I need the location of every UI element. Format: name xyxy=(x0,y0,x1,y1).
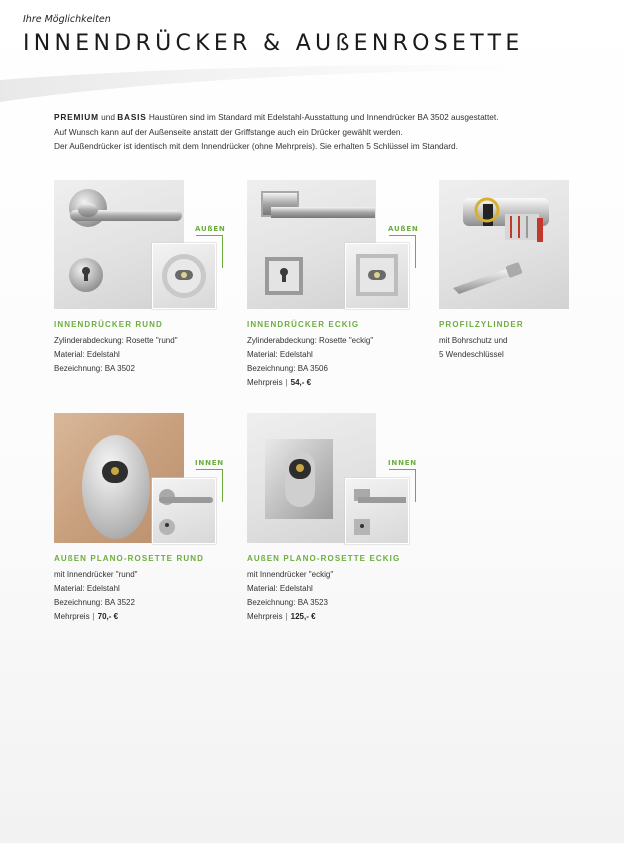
product-text-innendruecker-rund xyxy=(54,334,178,376)
product-text-plano-rosette-rund xyxy=(54,568,138,624)
price-label: Mehrpreis xyxy=(247,612,283,621)
product-line: Zylinderabdeckung: Rosette "rund" xyxy=(54,336,178,345)
price-line xyxy=(247,376,373,390)
tag-innen-1: INNEN xyxy=(195,459,224,467)
tag-line-4 xyxy=(389,469,416,502)
product-line: 5 Wendeschlüssel xyxy=(439,350,504,359)
intro-und: und xyxy=(98,112,118,122)
tag-line-1 xyxy=(196,235,223,268)
header-swoosh xyxy=(0,58,624,118)
product-line: Zylinderabdeckung: Rosette "eckig" xyxy=(247,336,374,345)
product-line: Bezeichnung: BA 3523 xyxy=(247,598,328,607)
price-separator: | xyxy=(92,612,95,621)
product-line: Material: Edelstahl xyxy=(247,584,313,593)
product-line: mit Bohrschutz und xyxy=(439,336,508,345)
product-line: Material: Edelstahl xyxy=(247,350,313,359)
tag-line-2 xyxy=(389,235,416,268)
product-image-profilzylinder xyxy=(439,180,569,309)
premium-label: PREMIUM xyxy=(54,112,99,122)
tag-aussen-1: AUßEN xyxy=(195,225,226,233)
price-label: Mehrpreis xyxy=(54,612,90,621)
intro-line3: Der Außendrücker ist identisch mit dem Innendrücker (ohne Mehrpreis). Sie erhalten 5 Schlüssel im Standard. xyxy=(54,141,458,151)
product-text-profilzylinder xyxy=(439,334,507,362)
product-title-plano-rosette-eckig: AUßEN PLANO-ROSETTE ECKIG xyxy=(247,554,401,563)
price-value: 54,- € xyxy=(290,378,312,387)
product-line: Bezeichnung: BA 3506 xyxy=(247,364,328,373)
tag-line-3 xyxy=(196,469,223,502)
tag-aussen-2: AUßEN xyxy=(388,225,419,233)
product-text-plano-rosette-eckig xyxy=(247,568,333,624)
product-text-innendruecker-eckig xyxy=(247,334,373,390)
price-line xyxy=(247,610,333,624)
product-line: Bezeichnung: BA 3502 xyxy=(54,364,135,373)
intro-text xyxy=(54,110,574,154)
intro-line1: Haustüren sind im Standard mit Edelstahl-Ausstattung und Innendrücker BA 3502 ausgestattet. xyxy=(146,112,499,122)
intro-line2: Auf Wunsch kann auf der Außenseite anstatt der Griffstange auch ein Drücker gewählt werden. xyxy=(54,126,403,137)
product-line: mit Innendrücker "rund" xyxy=(54,570,138,579)
product-line: Bezeichnung: BA 3522 xyxy=(54,598,135,607)
price-line xyxy=(54,610,138,624)
basis-label: BASIS xyxy=(117,112,147,122)
price-label: Mehrpreis xyxy=(247,378,283,387)
product-title-innendruecker-eckig: INNENDRÜCKER ECKIG xyxy=(247,320,360,329)
page-kicker: Ihre Möglichkeiten xyxy=(23,14,111,25)
product-line: Material: Edelstahl xyxy=(54,350,120,359)
product-line: mit Innendrücker "eckig" xyxy=(247,570,334,579)
tag-innen-2: INNEN xyxy=(388,459,417,467)
price-separator: | xyxy=(285,378,288,387)
product-title-profilzylinder: PROFILZYLINDER xyxy=(439,320,524,329)
price-value: 125,- € xyxy=(290,612,316,621)
product-title-innendruecker-rund: INNENDRÜCKER RUND xyxy=(54,320,163,329)
price-value: 70,- € xyxy=(97,612,119,621)
product-title-plano-rosette-rund: AUßEN PLANO-ROSETTE RUND xyxy=(54,554,204,563)
product-line: Material: Edelstahl xyxy=(54,584,120,593)
page-title: INNENDRÜCKER & AUßENROSETTE xyxy=(23,31,524,56)
price-separator: | xyxy=(285,612,288,621)
